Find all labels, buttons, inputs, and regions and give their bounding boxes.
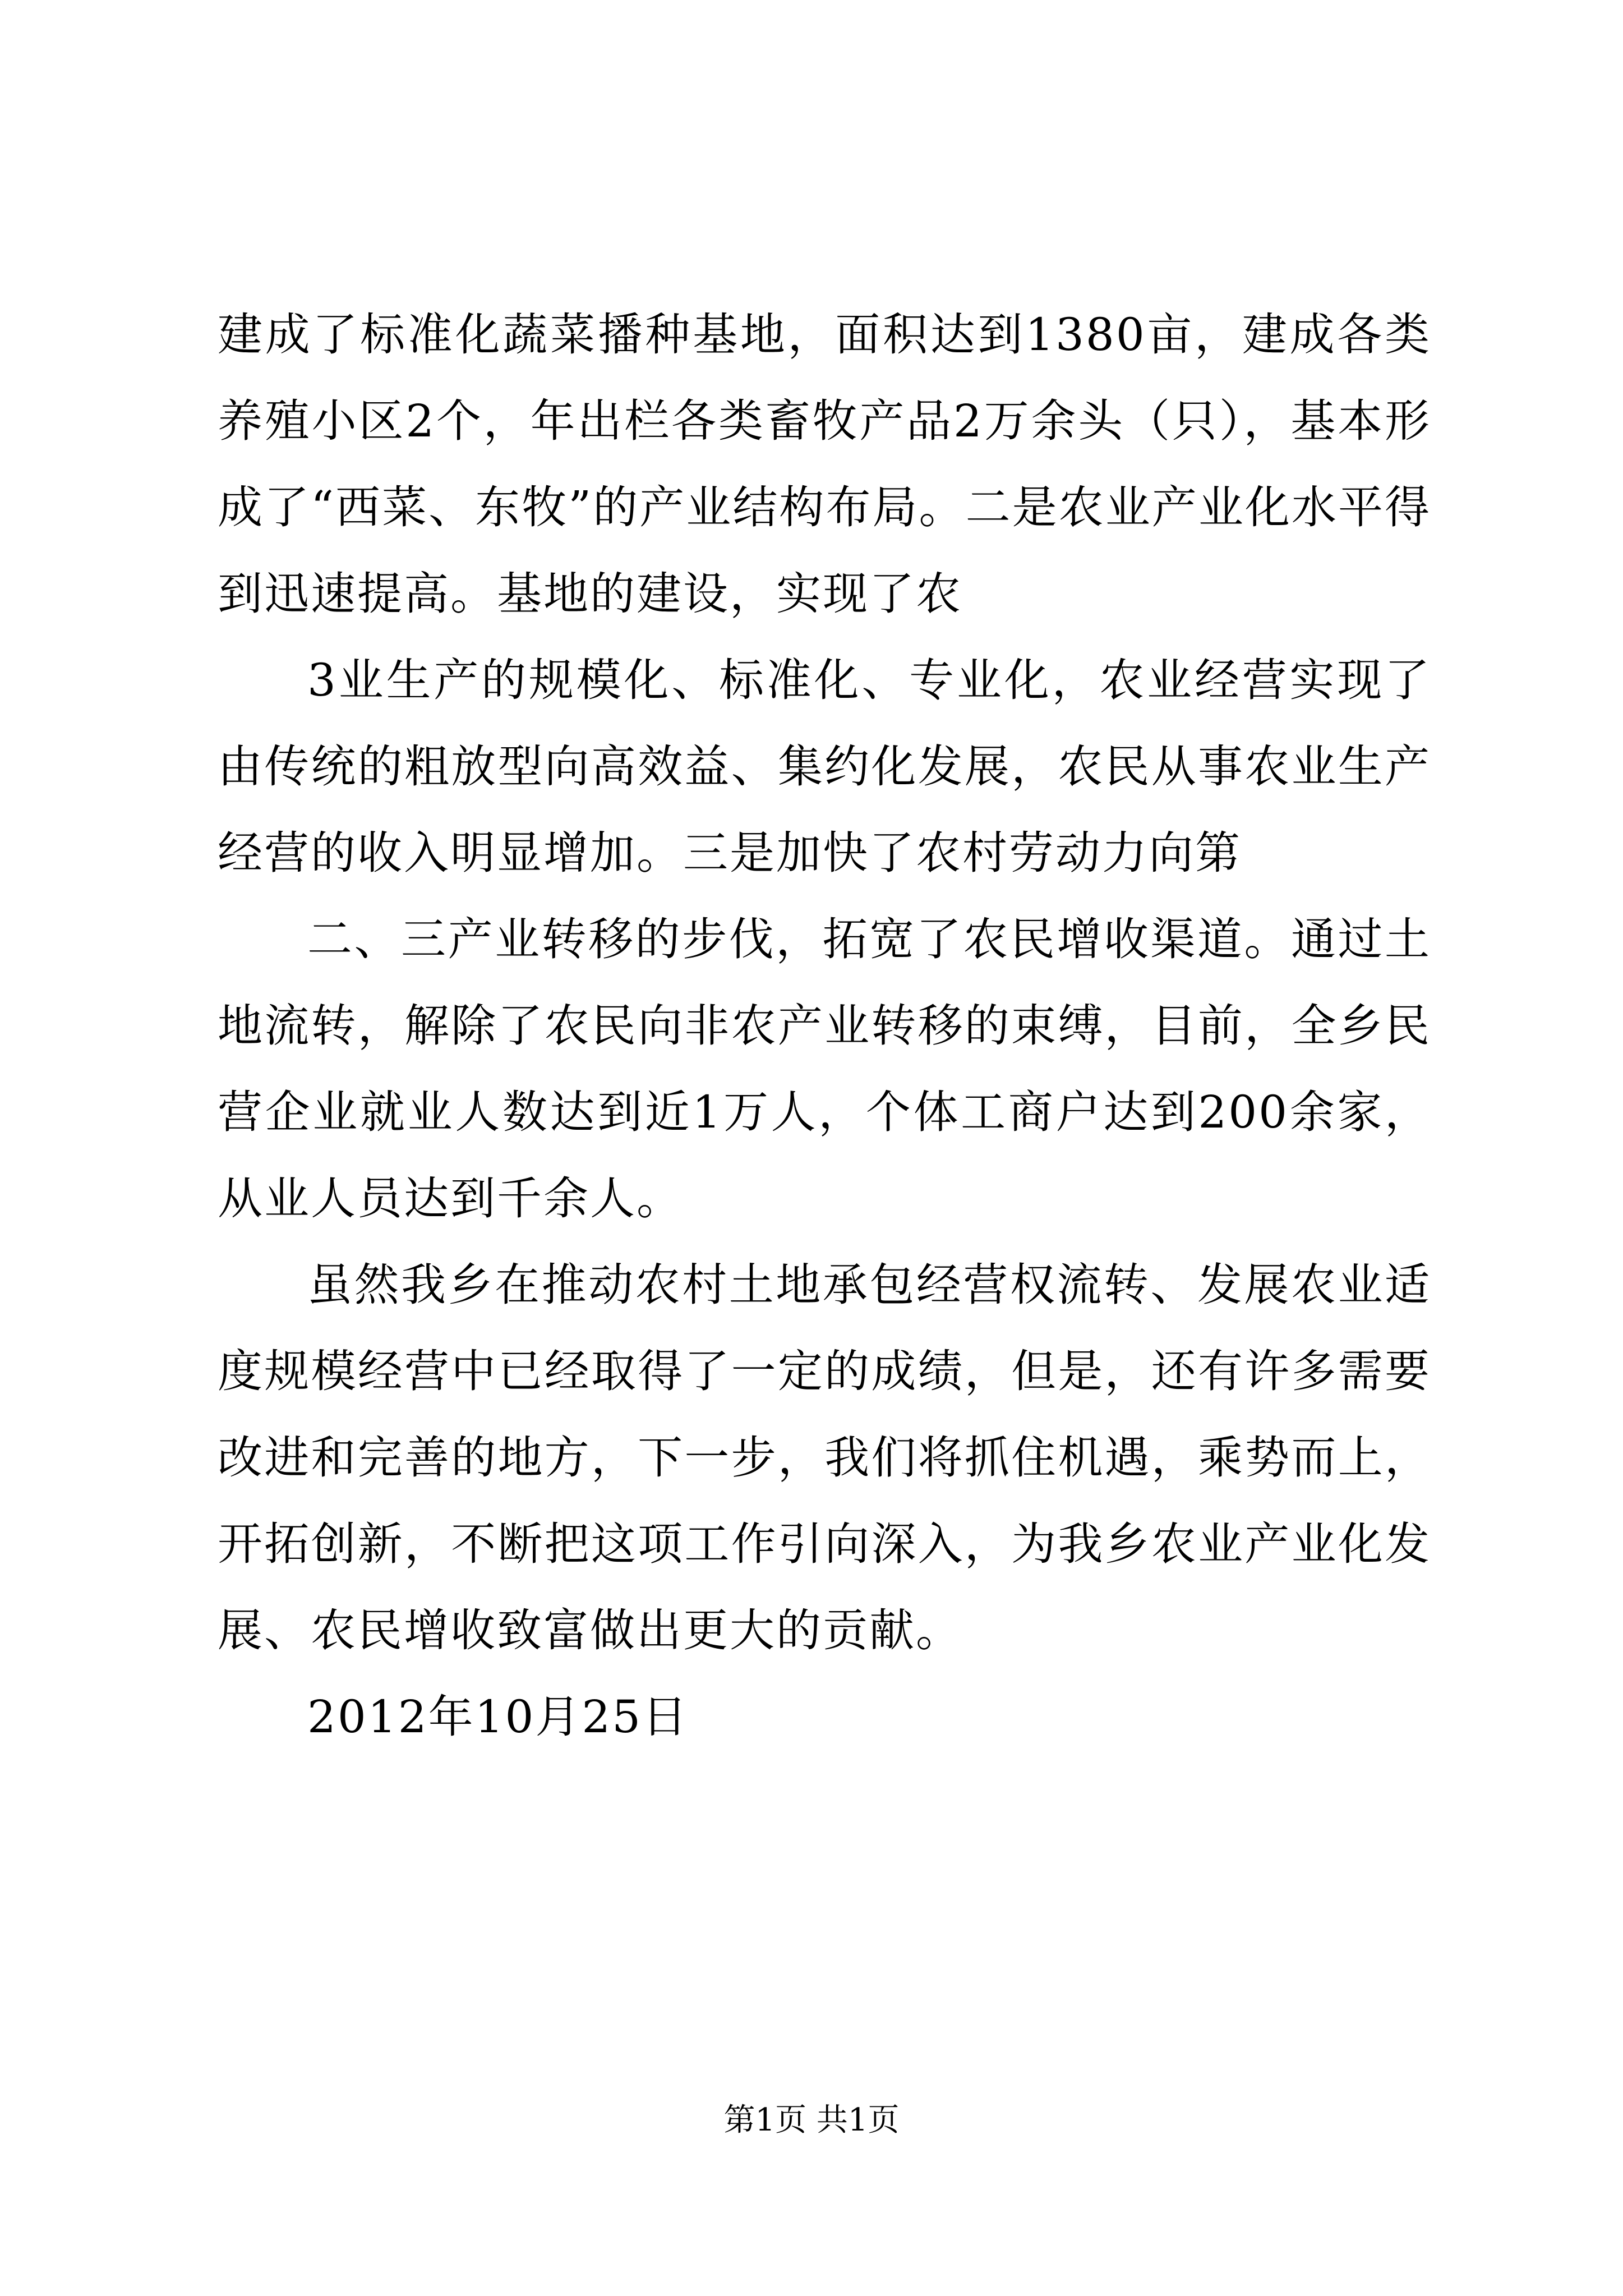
page-footer: 第1页 共1页 — [723, 2102, 900, 2138]
document-body — [218, 292, 1431, 1760]
date-line: 2012年10月25日 — [307, 1691, 689, 1743]
paragraph-4: 虽然我乡在推动农村土地承包经营权流转、发展农业适度规模经营中已经取得了一定的成绩，但是，还有许多需要改进和完善的地方，下一步，我们将抓住机遇，乘势而上，开拓创新，不断把这项工作引向深入，为我乡农业产业化发展、农民增收致富做出更大的贡献。 — [218, 1259, 1431, 1657]
paragraph-3: 二、三产业转移的步伐，拓宽了农民增收渠道。通过土地流转，解除了农民向非农产业转移的束缚，目前，全乡民营企业就业人数达到近1万人，个体工商户达到200余家，从业人员达到千余人。 — [218, 913, 1431, 1225]
paragraph-2: 3业生产的规模化、标准化、专业化，农业经营实现了由传统的粗放型向高效益、集约化发展，农民从事农业生产经营的收入明显增加。三是加快了农村劳动力向第 — [218, 654, 1431, 879]
paragraph-1: 建成了标准化蔬菜播种基地，面积达到1380亩，建成各类养殖小区2个，年出栏各类畜牧产品2万余头（只），基本形成了“西菜、东牧”的产业结构布局。二是农业产业化水平得到迅速提高。基地的建设，实现了农 — [218, 309, 1431, 620]
